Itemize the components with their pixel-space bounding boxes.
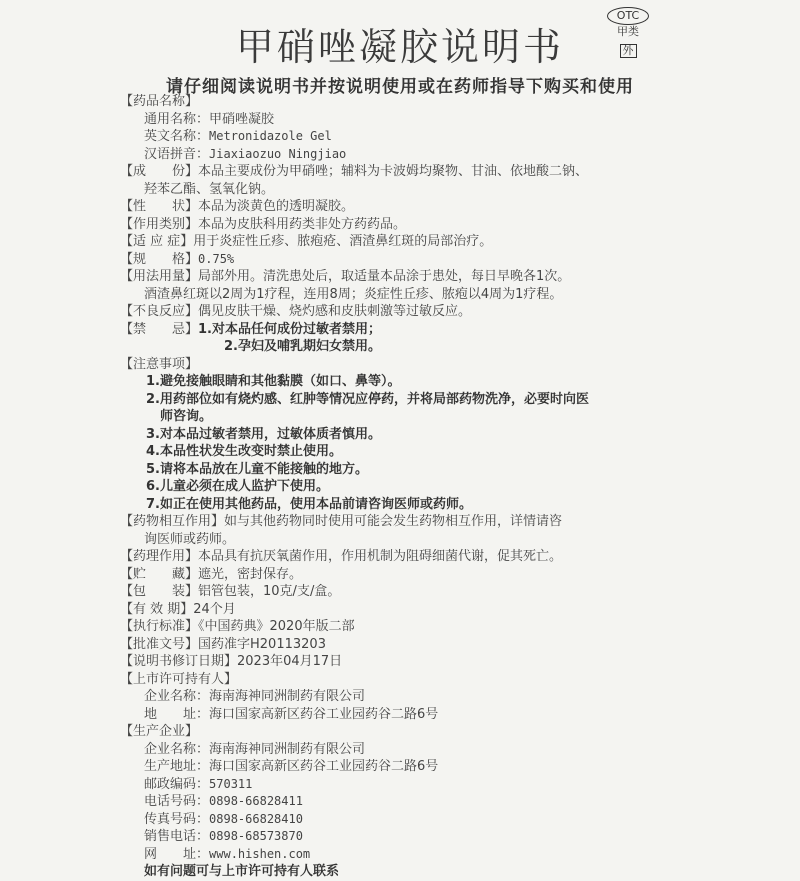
- precaution-item: 6.儿童必须在成人监护下使用。: [146, 479, 329, 494]
- section-label: 【说明书修订日期】: [120, 654, 238, 669]
- category-text: 本品为皮肤科用药类非处方药药品。: [198, 216, 407, 232]
- storage-row: [120, 566, 680, 584]
- generic-name: 甲硝唑凝胶: [209, 111, 275, 127]
- field-label: 邮政编码：: [144, 776, 210, 792]
- field-label: 英文名称：: [144, 129, 210, 144]
- usage-text: 局部外用。清洗患处后，取适量本品涂于患处，每日早晚各1次。: [198, 269, 571, 284]
- mfr-address-row: [120, 758, 680, 776]
- interaction-text: 如与其他药物同时使用可能会发生药物相互作用，详情请咨: [224, 514, 563, 529]
- standard-text: 《中国药典》2020年版二部: [198, 619, 355, 634]
- category-row: [120, 216, 680, 234]
- pinyin-name: Jiaxiaozuo Ningjiao: [209, 146, 347, 161]
- website: www.hishen.com: [209, 846, 311, 861]
- section-label: 【药物相互作用】: [120, 514, 225, 529]
- mah-address-row: [120, 706, 680, 724]
- external-use-mark: 外: [620, 44, 637, 58]
- mfr-company: 海南海神同洲制药有限公司: [209, 741, 366, 757]
- zip-code: 570311: [209, 776, 253, 791]
- field-label: 传真号码：: [144, 811, 210, 827]
- precaution-item: 7.如正在使用其他药品，使用本品前请咨询医师或药师。: [146, 496, 472, 512]
- approval-row: [120, 636, 680, 654]
- section-label: 【不良反应】: [120, 304, 199, 319]
- precaution-item: 2.用药部位如有烧灼感、红肿等情况应停药，并将局部药物洗净，必要时向医: [146, 391, 589, 407]
- generic-name-row: [120, 111, 680, 129]
- usage-text-cont: 酒渣鼻红斑以2周为1疗程，连用8周；炎症性丘疹、脓疱以4周为1疗程。: [144, 286, 563, 302]
- section-label: 【作用类别】: [120, 216, 199, 232]
- spec-text: 0.75%: [198, 251, 235, 266]
- precaution-item-cont: 师咨询。: [160, 409, 213, 424]
- field-label: 企业名称：: [144, 689, 210, 704]
- precaution-item: 5.请将本品放在儿童不能接触的地方。: [146, 461, 368, 477]
- english-name-row: [120, 128, 680, 146]
- validity-row: [120, 601, 680, 619]
- pinyin-row: [120, 146, 680, 164]
- section-label: 【成 份】: [120, 164, 199, 179]
- section-label: 【批准文号】: [120, 636, 199, 652]
- website-row: [120, 846, 680, 864]
- approval-text: 国药准字H20113203: [198, 636, 326, 652]
- otc-class: 甲类: [617, 25, 639, 38]
- mah-company-row: [120, 688, 680, 706]
- mfr-address: 海口国家高新区药谷工业园药谷二路6号: [209, 759, 439, 774]
- field-label: 销售电话：: [144, 829, 210, 844]
- mfr-company-row: [120, 741, 680, 759]
- adverse-text: 偶见皮肤干燥、烧灼感和皮肤刺激等过敏反应。: [198, 304, 472, 319]
- document-title: 甲硝唑凝胶说明书: [235, 25, 564, 69]
- storage-text: 遮光，密封保存。: [198, 566, 303, 582]
- sales-phone: 0898-68573870: [209, 829, 303, 843]
- field-label: 生产地址：: [144, 759, 210, 774]
- spec-row: [120, 251, 680, 269]
- fax-row: [120, 811, 680, 829]
- package-text: 铝管包装，10克/支/盒。: [198, 584, 341, 599]
- field-label: 网 址：: [144, 846, 210, 862]
- section-mah: 【上市许可持有人】: [120, 671, 238, 687]
- revision-text: 2023年04月17日: [237, 654, 343, 669]
- contra-item: 2.孕妇及哺乳期妇女禁用。: [224, 339, 381, 354]
- pharma-text: 本品具有抗厌氧菌作用，作用机制为阻碍细菌代谢，促其死亡。: [198, 549, 563, 564]
- mah-company: 海南海神同洲制药有限公司: [209, 689, 366, 704]
- section-label: 【禁 忌】: [120, 321, 199, 337]
- field-label: 电话号码：: [144, 794, 210, 809]
- phone-row: [120, 793, 680, 811]
- zip-row: [120, 776, 680, 794]
- precaution-item: 3.对本品过敏者禁用，过敏体质者慎用。: [146, 426, 381, 442]
- precaution-item: 1.避免接触眼睛和其他黏膜（如口、鼻等）。: [146, 374, 401, 389]
- character-text: 本品为淡黄色的透明凝胶。: [198, 199, 355, 214]
- pharma-row: [120, 548, 680, 566]
- section-label: 【规 格】: [120, 251, 199, 267]
- character-row: [120, 198, 680, 216]
- interaction-text-cont: 询医师或药师。: [144, 531, 236, 547]
- usage-row: [120, 268, 680, 286]
- section-label: 【性 状】: [120, 199, 199, 214]
- sales-row: [120, 828, 680, 846]
- indication-text: 用于炎症性丘疹、脓疱疮、酒渣鼻红斑的局部治疗。: [193, 234, 493, 249]
- section-precautions: 【注意事项】: [120, 356, 199, 372]
- precaution-item: 4.本品性状发生改变时禁止使用。: [146, 444, 342, 459]
- indication-row: [120, 233, 680, 251]
- adverse-row: [120, 303, 680, 321]
- contact-note: 如有问题可与上市许可持有人联系: [144, 864, 340, 879]
- ingredients-text: 本品主要成份为甲硝唑；辅料为卡波姆均聚物、甘油、依地酸二钠、: [198, 164, 589, 179]
- field-label: 通用名称：: [144, 111, 210, 127]
- section-label: 【包 装】: [120, 584, 199, 599]
- phone-number: 0898-66828411: [209, 794, 303, 808]
- section-label: 【有 效 期】: [120, 601, 194, 617]
- ingredients-text-cont: 羟苯乙酯、氢氧化钠。: [144, 181, 275, 197]
- mah-address: 海口国家高新区药谷工业园药谷二路6号: [209, 706, 439, 722]
- section-drug-name: 【药品名称】: [120, 94, 199, 109]
- validity-text: 24个月: [193, 601, 236, 617]
- section-label: 【适 应 症】: [120, 234, 194, 249]
- reading-notice: 请仔细阅读说明书并按说明使用或在药师指导下购买和使用: [166, 77, 634, 97]
- field-label: 汉语拼音：: [144, 146, 210, 162]
- contra-row: [120, 321, 680, 339]
- section-label: 【用法用量】: [120, 269, 199, 284]
- field-label: 企业名称：: [144, 741, 210, 757]
- revision-row: [120, 653, 680, 671]
- section-label: 【药理作用】: [120, 549, 199, 564]
- section-manufacturer: 【生产企业】: [120, 724, 199, 739]
- field-label: 地 址：: [144, 706, 210, 722]
- contra-item: 1.对本品任何成份过敏者禁用；: [198, 321, 381, 337]
- fax-number: 0898-66828410: [209, 811, 303, 826]
- otc-mark: [606, 4, 650, 57]
- section-label: 【贮 藏】: [120, 566, 199, 582]
- section-label: 【执行标准】: [120, 619, 199, 634]
- english-name: Metronidazole Gel: [209, 129, 332, 143]
- leaflet-body: [120, 93, 680, 881]
- interaction-row: [120, 513, 680, 531]
- ingredients-row: [120, 163, 680, 181]
- standard-row: [120, 618, 680, 636]
- package-row: [120, 583, 680, 601]
- otc-badge: OTC: [607, 7, 649, 25]
